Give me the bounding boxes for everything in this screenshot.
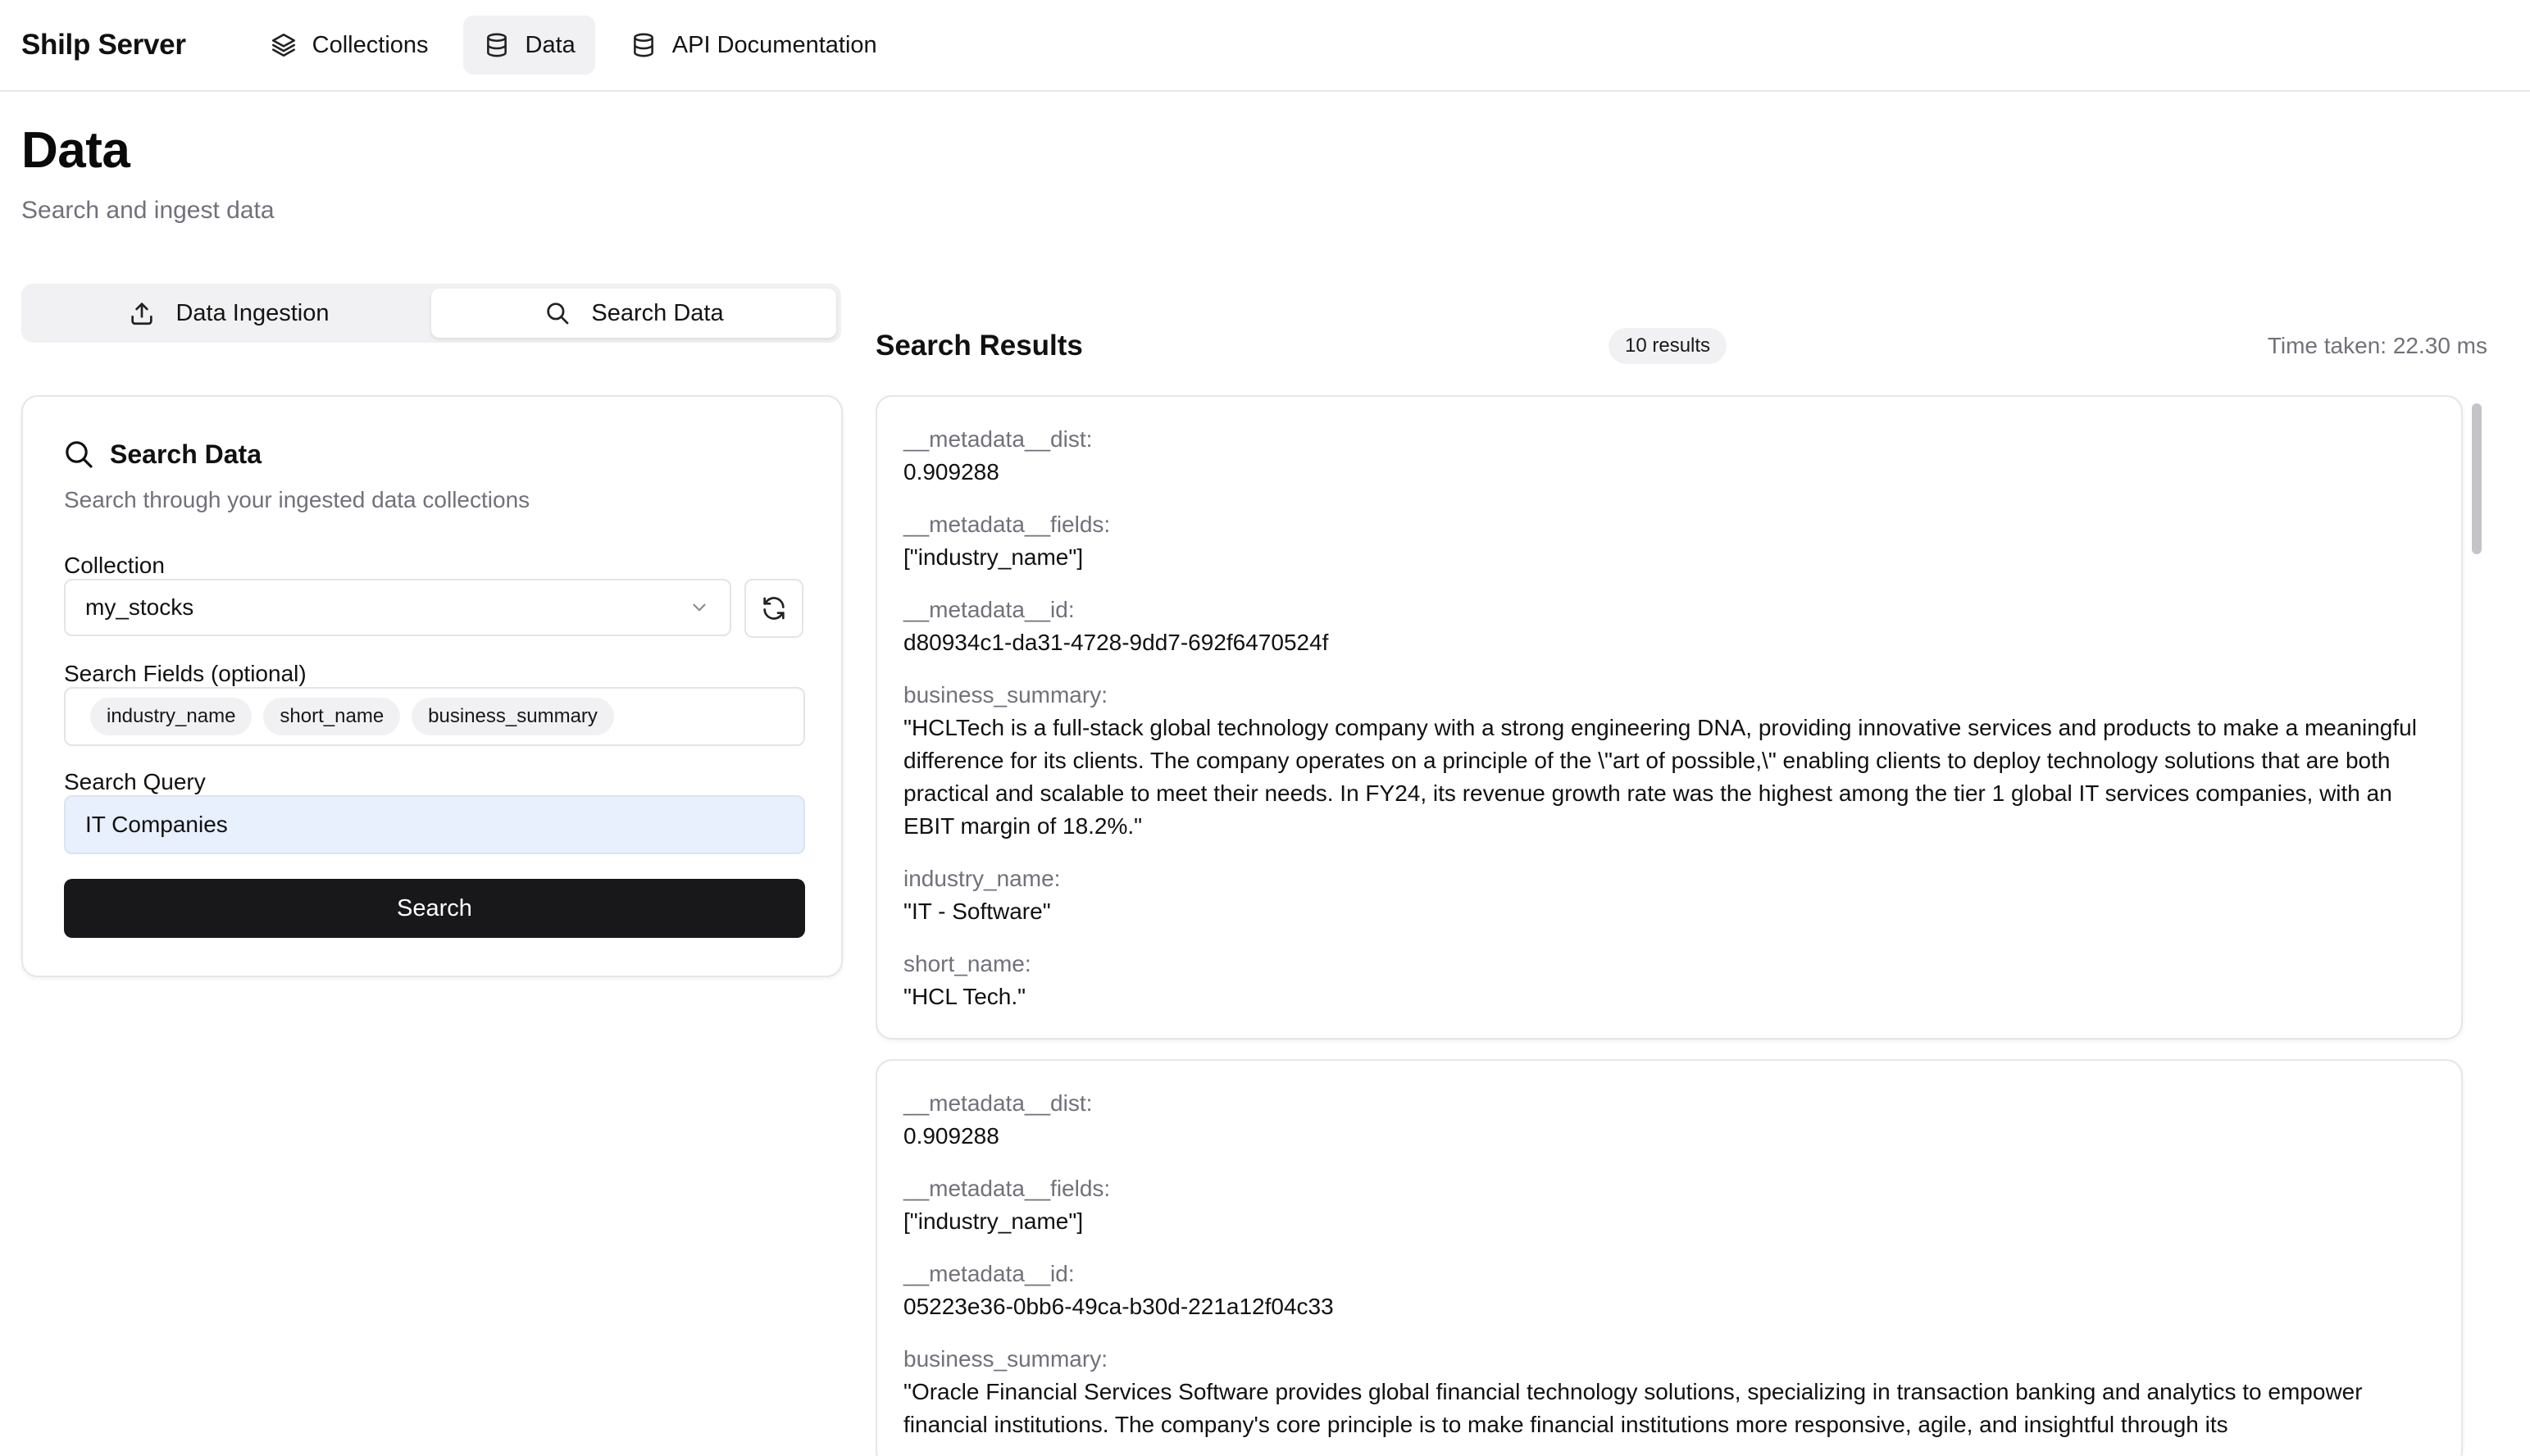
time-taken: Time taken: 22.30 ms bbox=[2267, 333, 2487, 358]
tab-data-ingestion[interactable] bbox=[26, 289, 431, 338]
result-field-value: 0.909288 bbox=[903, 459, 999, 485]
result-card bbox=[876, 1059, 2463, 1456]
result-field-value: ["industry_name"] bbox=[903, 544, 1084, 570]
search-fields-input[interactable] bbox=[64, 687, 805, 746]
field-chip-short-name[interactable]: short_name bbox=[263, 698, 400, 735]
result-field-value: 0.909288 bbox=[903, 1123, 999, 1149]
nav-item-collections[interactable] bbox=[250, 16, 448, 75]
result-field-key: __metadata__fields: bbox=[903, 512, 1111, 537]
chevron-down-icon bbox=[689, 597, 710, 618]
results-count-badge: 10 results bbox=[1609, 328, 1727, 364]
result-field-value: 05223e36-0bb6-49ca-b30d-221a12f04c33 bbox=[903, 1294, 1334, 1319]
top-navbar bbox=[0, 0, 2530, 92]
results-title: Search Results bbox=[876, 330, 1083, 362]
brand-logo[interactable]: Shilp Server bbox=[21, 29, 186, 61]
result-field-value: "HCL Tech." bbox=[903, 984, 1026, 1009]
collection-select-value: my_stocks bbox=[85, 594, 194, 620]
tab-label: Search Data bbox=[591, 299, 724, 326]
result-field-value: "Oracle Financial Services Software provides global financial technology solutions, specializing in transaction banking and analytics to empower financial institutions. The company's core principle is to make financial institutions more responsive, agile, and insightful through its bbox=[903, 1379, 2363, 1437]
result-field-key: __metadata__id: bbox=[903, 597, 1075, 622]
search-query-label: Search Query bbox=[64, 769, 206, 794]
search-fields-label: Search Fields (optional) bbox=[64, 661, 307, 686]
nav-item-label: API Documentation bbox=[671, 31, 877, 58]
search-data-card bbox=[21, 395, 843, 977]
upload-icon bbox=[128, 299, 156, 327]
card-title-text: Search Data bbox=[110, 439, 262, 469]
result-field-value: ["industry_name"] bbox=[903, 1208, 1084, 1234]
scrollbar-thumb[interactable] bbox=[2472, 403, 2482, 554]
card-description: Search through your ingested data collections bbox=[64, 487, 530, 512]
refresh-icon bbox=[760, 594, 788, 622]
result-field-key: business_summary: bbox=[903, 1346, 1108, 1372]
search-query-input[interactable] bbox=[64, 795, 805, 854]
layers-icon bbox=[270, 31, 298, 59]
results-scrollbar[interactable] bbox=[2469, 395, 2484, 1456]
page-title: Data bbox=[21, 122, 130, 179]
card-title bbox=[62, 438, 262, 471]
result-card bbox=[876, 395, 2463, 1040]
results-list[interactable] bbox=[876, 395, 2484, 1456]
result-field-value: d80934c1-da31-4728-9dd7-692f6470524f bbox=[903, 630, 1329, 655]
refresh-collections-button[interactable] bbox=[744, 579, 803, 638]
collection-select[interactable] bbox=[64, 579, 731, 636]
collection-label: Collection bbox=[64, 553, 165, 578]
result-field-key: short_name: bbox=[903, 951, 1031, 976]
search-query-value: IT Companies bbox=[85, 812, 228, 837]
result-field-key: industry_name: bbox=[903, 866, 1061, 891]
database-icon bbox=[483, 31, 511, 59]
tab-search-data[interactable] bbox=[431, 289, 836, 338]
search-icon bbox=[544, 299, 571, 327]
result-field-value: "HCLTech is a full-stack global technology company with a strong engineering DNA, providing innovative services and products to make a meaningful difference for its clients. The company operates on a principle of the \"art of possible,\" enabling clients to deploy technology solutions that are both practical and scalable to meet their needs. In FY24, its revenue growth rate was the highest among the tier 1 global IT services companies, with an EBIT margin of 18.2%." bbox=[903, 715, 2417, 839]
result-field-key: __metadata__dist: bbox=[903, 426, 1093, 452]
result-field-key: __metadata__dist: bbox=[903, 1090, 1093, 1116]
nav-item-label: Data bbox=[525, 31, 576, 58]
database-icon bbox=[630, 31, 658, 59]
search-icon bbox=[62, 438, 95, 471]
nav-item-api-documentation[interactable] bbox=[610, 16, 897, 75]
field-chip-business-summary[interactable]: business_summary bbox=[412, 698, 614, 735]
field-chip-industry-name[interactable]: industry_name bbox=[90, 698, 252, 735]
page-subtitle: Search and ingest data bbox=[21, 197, 275, 224]
result-field-key: business_summary: bbox=[903, 682, 1108, 708]
search-button[interactable]: Search bbox=[64, 879, 805, 938]
result-field-value: "IT - Software" bbox=[903, 899, 1051, 924]
nav-item-data[interactable] bbox=[463, 16, 595, 75]
result-field-key: __metadata__id: bbox=[903, 1261, 1075, 1286]
result-field-key: __metadata__fields: bbox=[903, 1176, 1111, 1201]
nav-item-label: Collections bbox=[312, 31, 429, 58]
mode-tabs bbox=[21, 284, 841, 343]
tab-label: Data Ingestion bbox=[175, 299, 330, 326]
